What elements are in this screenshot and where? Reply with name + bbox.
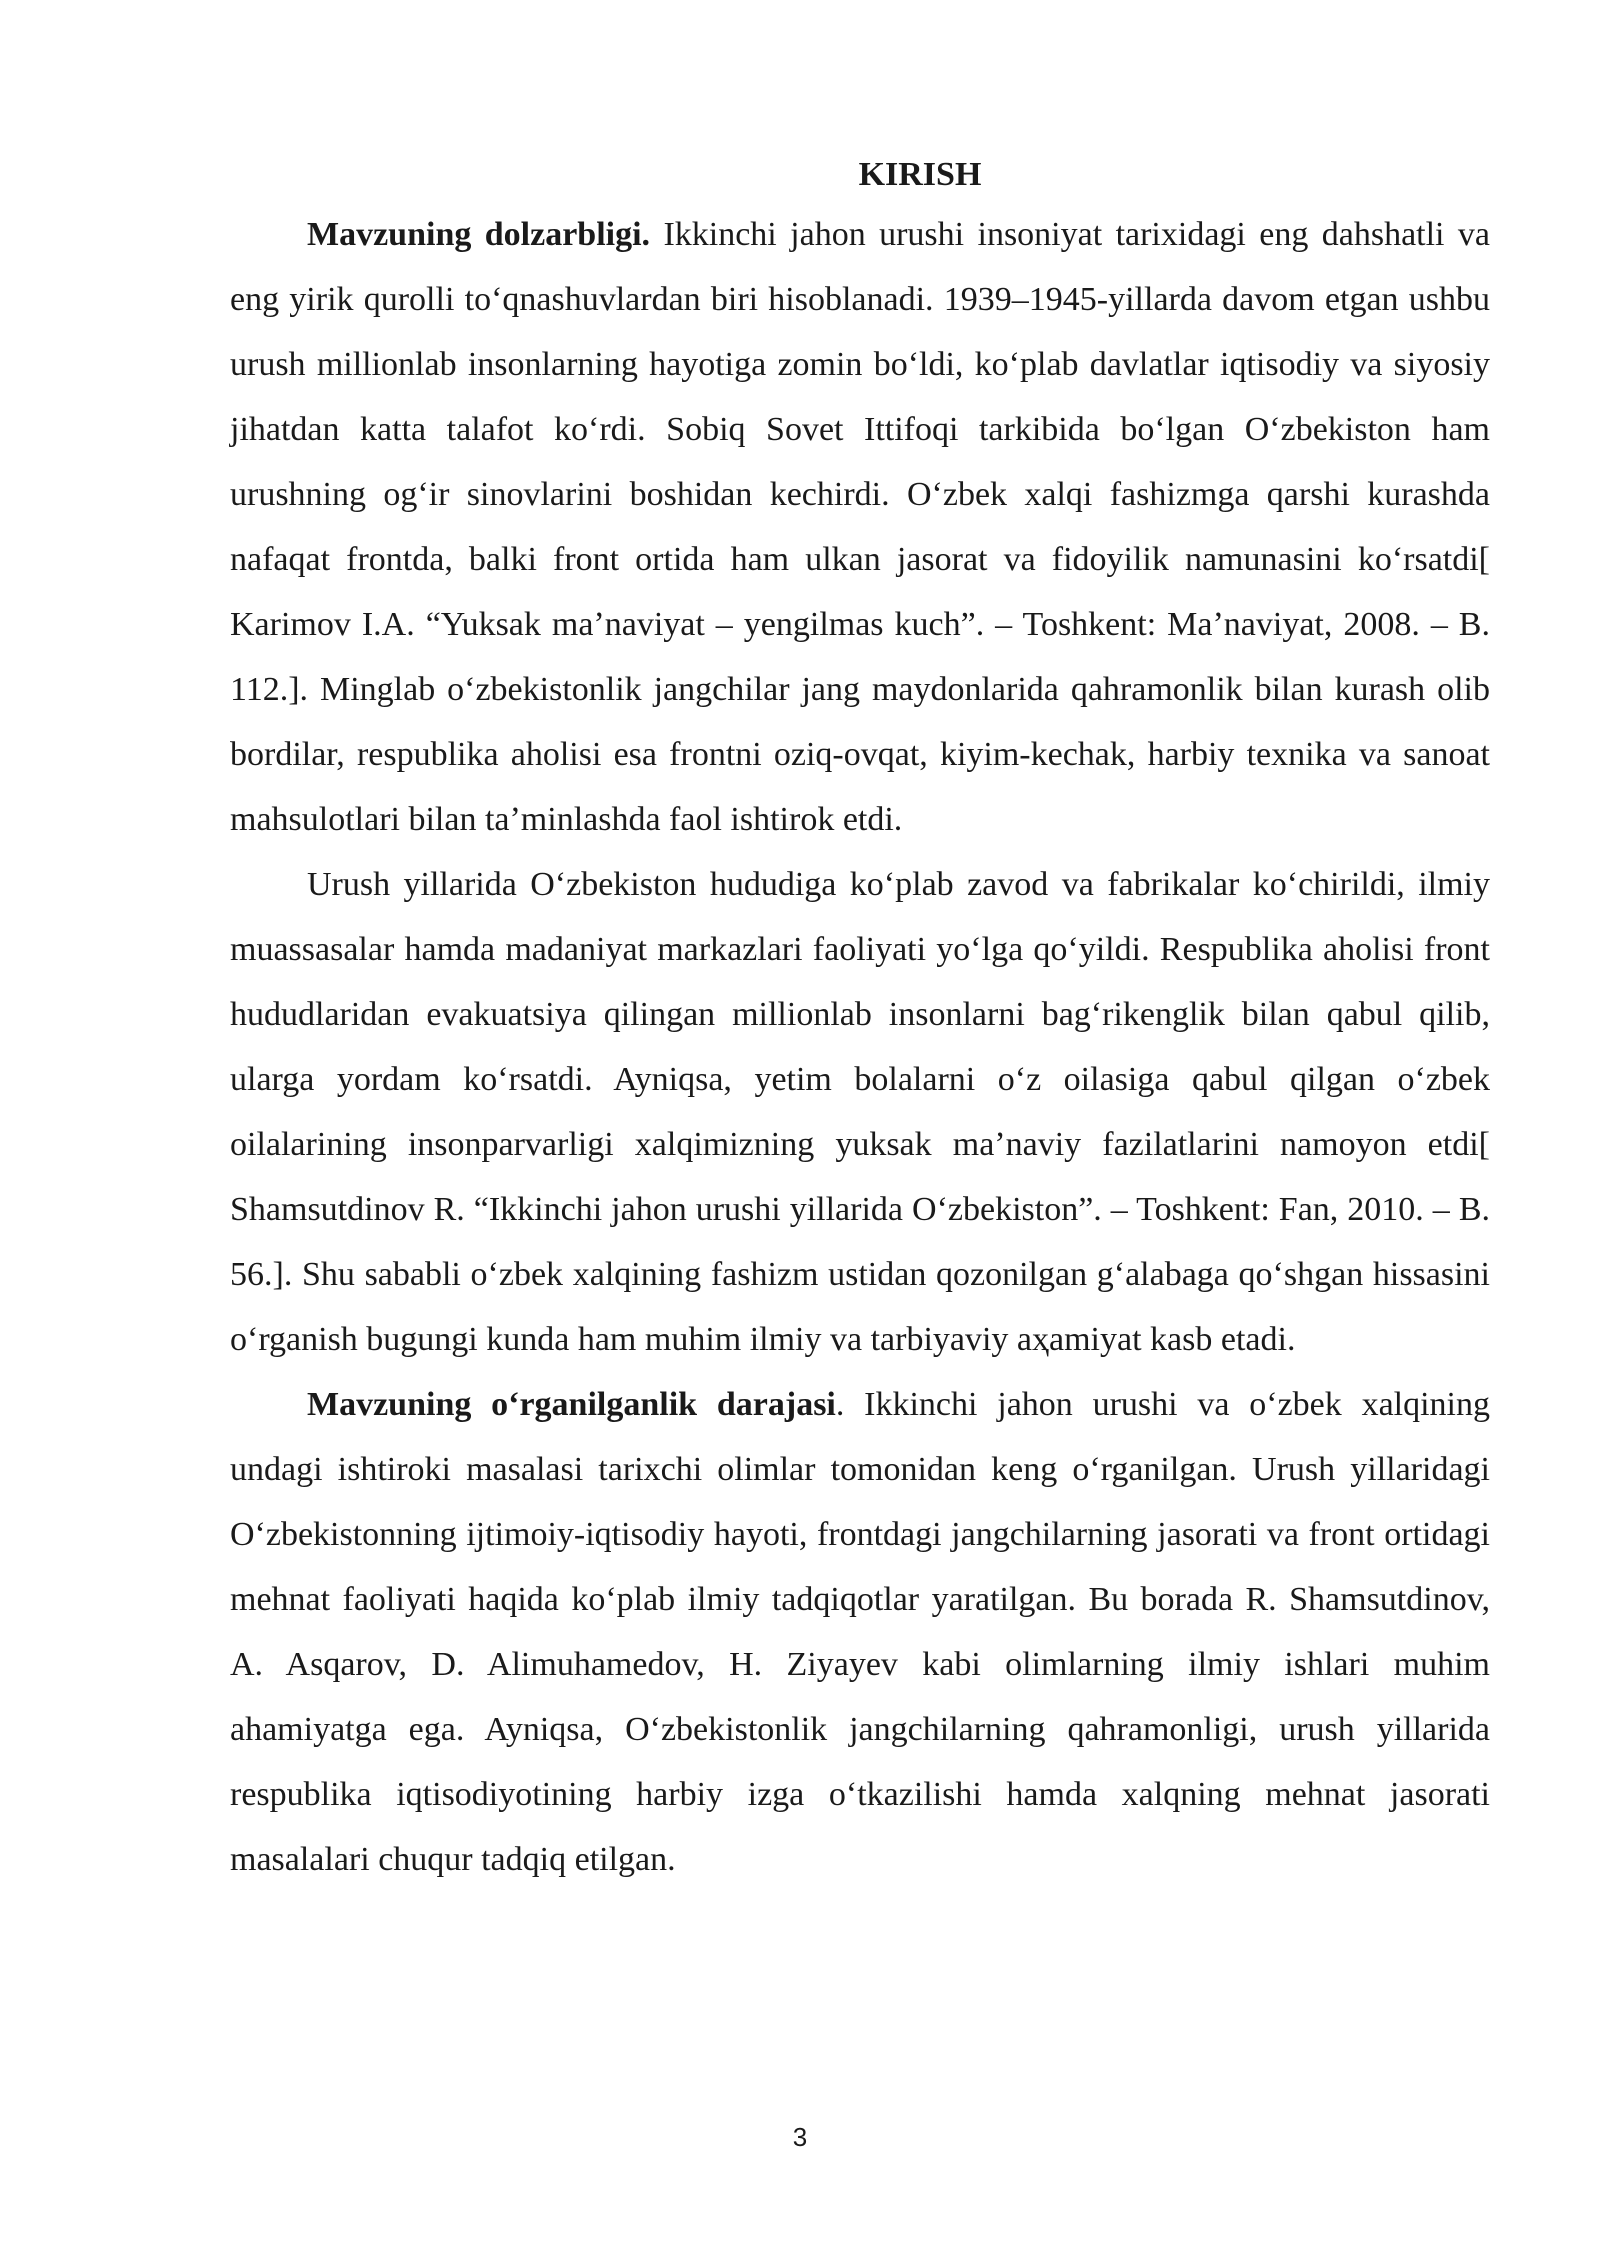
page-body [230, 148, 1490, 1892]
paragraph-war-years [230, 852, 1490, 1372]
paragraph-text-study-level: . Ikkinchi jahon urushi va oʻzbek xalqining undagi ishtiroki masalasi tarixchi olimlar tomonidan keng oʻrganilgan. Urush yillaridagi Oʻzbekistonning ijtimoiy-iqtisodiy hayoti, frontdagi jangchilarning jasorati va front ortidagi mehnat faoliyati haqida koʻplab ilmiy tadqiqotlar yaratilgan. Bu borada R. Shamsutdinov, A. Asqarov, D. Alimuhamedov, H. Ziyayev kabi olimlarning ilmiy ishlari muhim ahamiyatga ega. Ayniqsa, Oʻzbekistonlik jangchilarning qahramonligi, urush yillarida respublika iqtisodiyotining harbiy izga oʻtkazilishi hamda xalqning mehnat jasorati masalalari chuqur tadqiq etilgan. [230, 1386, 1490, 1878]
section-title: KIRISH [858, 156, 982, 193]
paragraph-relevance [230, 202, 1490, 852]
paragraph-study-level [230, 1372, 1490, 1892]
paragraph-text-war-years: Urush yillarida Oʻzbekiston hududiga koʻplab zavod va fabrikalar koʻchirildi, ilmiy muassasalar hamda madaniyat markazlari faoliyati yoʻlga qoʻyildi. Respublika aholisi front hududlaridan evakuatsiya qilingan millionlab insonlarni bagʻrikenglik bilan qabul qilib, ularga yordam koʻrsatdi. Ayniqsa, yetim bolalarni oʻz oilasiga qabul qilgan oʻzbek oilalarining insonparvarligi xalqimizning yuksak maʼnaviy fazilatlarini namoyon etdi[ Shamsutdinov R. “Ikkinchi jahon urushi yillarida Oʻzbekiston”. – Toshkent: Fan, 2010. – B. 56.]. Shu sababli oʻzbek xalqining fashizm ustidan qozonilgan gʻalabaga qoʻshgan hissasini oʻrganish bugungi kunda ham muhim ilmiy va tarbiyaviy aҳamiyat kasb etadi. [230, 866, 1490, 1358]
page-number: 3 [792, 2122, 808, 2152]
paragraph-lead-relevance: Mavzuning dolzarbligi. [307, 216, 651, 253]
paragraph-lead-study-level: Mavzuning oʻrganilganlik darajasi [307, 1386, 836, 1423]
paragraph-text-relevance: Ikkinchi jahon urushi insoniyat tarixidagi eng dahshatli va eng yirik qurolli toʻqnashuvlardan biri hisoblanadi. 1939–1945-yillarda davom etgan ushbu urush millionlab insonlarning hayotiga zomin boʻldi, koʻplab davlatlar iqtisodiy va siyosiy jihatdan katta talafot koʻrdi. Sobiq Sovet Ittifoqi tarkibida boʻlgan Oʻzbekiston ham urushning ogʻir sinovlarini boshidan kechirdi. Oʻzbek xalqi fashizmga qarshi kurashda nafaqat frontda, balki front ortida ham ulkan jasorat va fidoyilik namunasini koʻrsatdi[ Karimov I.A. “Yuksak maʼnaviyat – yengilmas kuch”. – Toshkent: Maʼnaviyat, 2008. – B. 112.]. Minglab oʻzbekistonlik jangchilar jang maydonlarida qahramonlik bilan kurash olib bordilar, respublika aholisi esa frontni oziq-ovqat, kiyim-kechak, harbiy texnika va sanoat mahsulotlari bilan taʼminlashda faol ishtirok etdi. [230, 216, 1490, 838]
